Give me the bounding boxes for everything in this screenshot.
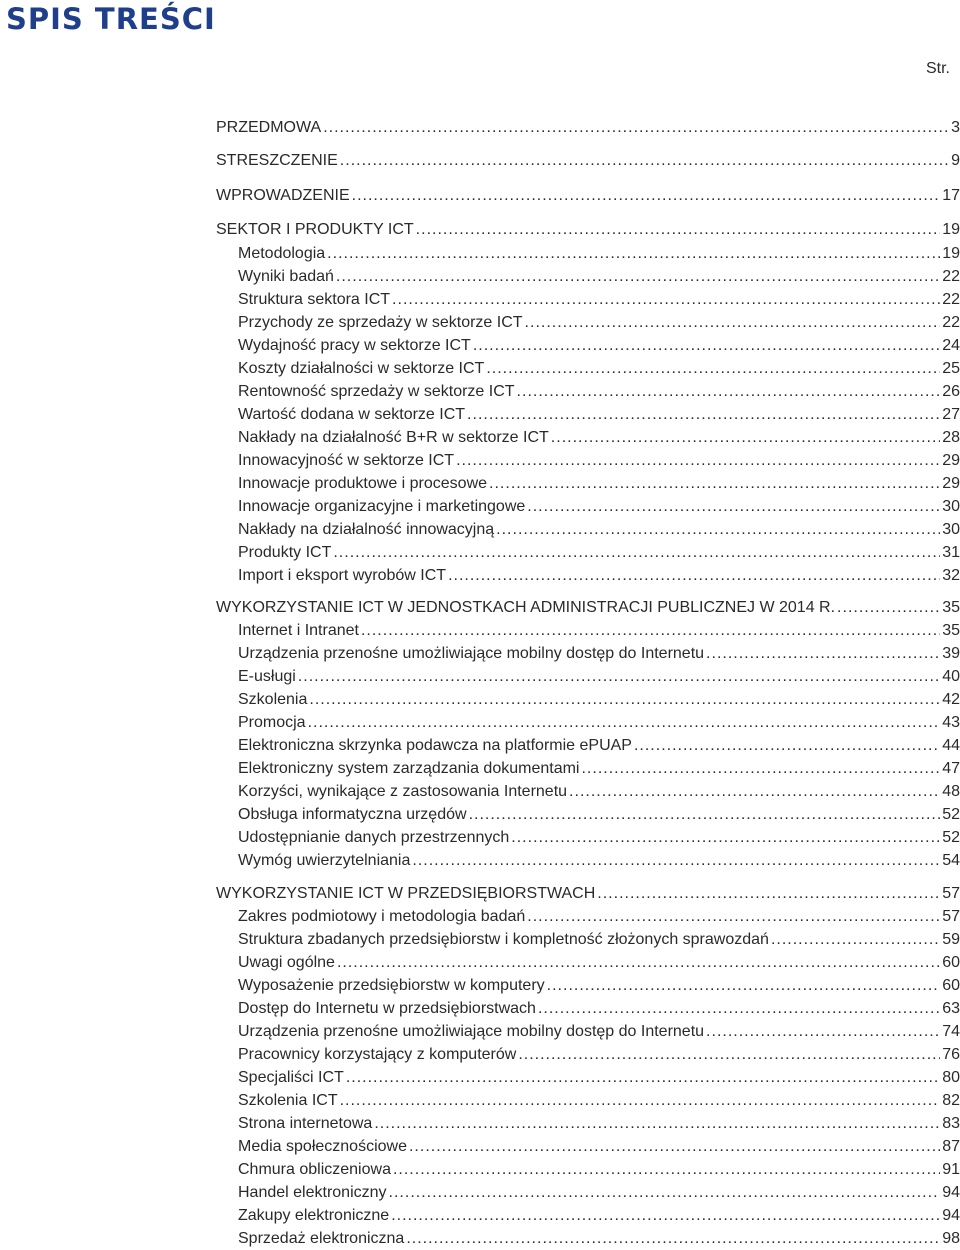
toc-entry-label: Dostęp do Internetu w przedsiębiorstwach: [238, 1000, 536, 1017]
toc-page-number: 48: [942, 783, 960, 800]
toc-dot-leader: [416, 219, 941, 241]
toc-page-number: 26: [942, 383, 960, 400]
toc-dot-leader: [527, 906, 940, 928]
toc-page-number: 98: [942, 1230, 960, 1247]
toc-entry-label: Produkty ICT: [238, 544, 332, 561]
toc-dot-leader: [634, 735, 940, 757]
toc-entry-label: Urządzenia przenośne umożliwiające mobilny dostęp do Internetu: [238, 1023, 705, 1040]
toc-page-number: 22: [942, 314, 960, 331]
toc-entry[interactable]: [216, 117, 960, 139]
toc-entry[interactable]: [216, 597, 960, 619]
toc-subentry[interactable]: [238, 643, 960, 665]
toc-page-number: 52: [942, 806, 960, 823]
toc-page-number: 40: [942, 668, 960, 685]
toc-page-number: 29: [942, 475, 960, 492]
toc-subentry[interactable]: [238, 735, 960, 757]
toc-entry-label: Zakres podmiotowy i metodologia badań: [238, 908, 526, 925]
toc-dot-leader: [340, 1090, 941, 1112]
toc-entry-label: Strona internetowa: [238, 1115, 373, 1132]
toc-subentry[interactable]: [238, 496, 960, 518]
toc-page-number: 30: [942, 498, 960, 515]
toc-dot-leader: [323, 117, 949, 139]
toc-subentry[interactable]: [238, 1113, 960, 1135]
toc-subentry[interactable]: [238, 758, 960, 780]
toc-page-number: 57: [942, 908, 960, 925]
toc-subentry[interactable]: [238, 975, 960, 997]
toc-page-number: 39: [942, 645, 960, 662]
toc-page-number: 35: [942, 622, 960, 639]
toc-subentry[interactable]: [238, 850, 960, 872]
toc-entry-label: Nakłady na działalność innowacyjną: [238, 521, 495, 538]
toc-dot-leader: [361, 620, 940, 642]
toc-subentry[interactable]: [238, 998, 960, 1020]
toc-page-number: 54: [942, 852, 960, 869]
toc-entry-label: Wydajność pracy w sektorze ICT: [238, 337, 471, 354]
toc-dot-leader: [393, 1159, 940, 1181]
toc-entry-label: Wyposażenie przedsiębiorstw w komputery: [238, 977, 545, 994]
toc-subentry[interactable]: [238, 1067, 960, 1089]
toc-entry-label: Import i eksport wyrobów ICT: [238, 567, 447, 584]
toc-dot-leader: [298, 666, 940, 688]
toc-dot-leader: [309, 689, 940, 711]
toc-subentry[interactable]: [238, 427, 960, 449]
toc-dot-leader: [517, 381, 941, 403]
toc-subentry[interactable]: [238, 620, 960, 642]
toc-subentry[interactable]: [238, 827, 960, 849]
toc-entry-label: Wymóg uwierzytelniania: [238, 852, 411, 869]
toc-entry-label: Urządzenia przenośne umożliwiające mobilny dostęp do Internetu: [238, 645, 705, 662]
toc-subentry[interactable]: [238, 666, 960, 688]
toc-page-number: 19: [942, 221, 960, 238]
toc-page-number: 22: [942, 268, 960, 285]
toc-entry-label: Struktura sektora ICT: [238, 291, 391, 308]
toc-dot-leader: [486, 358, 940, 380]
toc-subentry[interactable]: [238, 519, 960, 541]
toc-entry-label: Internet i Intranet: [238, 622, 359, 639]
toc-dot-leader: [337, 952, 940, 974]
toc-entry-label: Rentowność sprzedaży w sektorze ICT: [238, 383, 515, 400]
toc-page-number: 94: [942, 1184, 960, 1201]
toc-page-number: 60: [942, 954, 960, 971]
toc-dot-leader: [489, 473, 940, 495]
toc-subentry[interactable]: [238, 804, 960, 826]
page-column-label: Str.: [925, 60, 950, 77]
toc-entry-label: Innowacje organizacyjne i marketingowe: [238, 498, 526, 515]
toc-entry-label: Wyniki badań: [238, 268, 334, 285]
page-title: SPIS TREŚCI: [6, 2, 216, 36]
toc-page-number: 57: [942, 885, 960, 902]
toc-subentry[interactable]: [238, 712, 960, 734]
toc-entry-label: Promocja: [238, 714, 306, 731]
toc-dot-leader: [333, 542, 940, 564]
toc-entry[interactable]: [216, 219, 960, 241]
toc-entry-label: Uwagi ogólne: [238, 954, 335, 971]
toc-dot-leader: [412, 850, 940, 872]
toc-dot-leader: [469, 804, 941, 826]
toc-entry-label: Wartość dodana w sektorze ICT: [238, 406, 466, 423]
toc-page-number: 87: [942, 1138, 960, 1155]
toc-entry-label: Struktura zbadanych przedsiębiorstw i kompletność złożonych sprawozdań: [238, 931, 769, 948]
toc-subentry[interactable]: [238, 358, 960, 380]
toc-page-number: 22: [942, 291, 960, 308]
toc-page-number: 80: [942, 1069, 960, 1086]
toc-subentry[interactable]: [238, 450, 960, 472]
toc-subentry[interactable]: [238, 289, 960, 311]
toc-page-number: 43: [942, 714, 960, 731]
toc-page-number: 19: [942, 245, 960, 262]
toc-dot-leader: [340, 150, 949, 172]
toc-entry-label: STRESZCZENIE: [216, 152, 338, 169]
toc-entry-label: Koszty działalności w sektorze ICT: [238, 360, 485, 377]
toc-page-number: 74: [942, 1023, 960, 1040]
toc-subentry[interactable]: [238, 1159, 960, 1181]
toc-dot-leader: [456, 450, 940, 472]
toc-subentry[interactable]: [238, 565, 960, 587]
toc-entry-label: Udostępnianie danych przestrzennych: [238, 829, 510, 846]
toc-subentry[interactable]: [238, 906, 960, 928]
toc-entry-label: Innowacje produktowe i procesowe: [238, 475, 488, 492]
toc-page-number: 9: [951, 152, 960, 169]
toc-dot-leader: [527, 496, 940, 518]
toc-entry[interactable]: [216, 883, 960, 905]
toc-subentry[interactable]: [238, 312, 960, 334]
toc-dot-leader: [581, 758, 940, 780]
toc-page-number: 42: [942, 691, 960, 708]
toc-dot-leader: [448, 565, 940, 587]
toc-dot-leader: [467, 404, 940, 426]
toc-page-number: 17: [942, 187, 960, 204]
toc-subentry[interactable]: [238, 243, 960, 265]
toc-page-number: 25: [942, 360, 960, 377]
toc-dot-leader: [336, 266, 940, 288]
toc-page-number: 35: [942, 599, 960, 616]
toc-subentry[interactable]: [238, 381, 960, 403]
toc-entry-label: E-usługi: [238, 668, 296, 685]
toc-dot-leader: [597, 883, 940, 905]
toc-entry-label: Specjaliści ICT: [238, 1069, 344, 1086]
toc-page-number: 83: [942, 1115, 960, 1132]
toc-entry-label: Pracownicy korzystający z komputerów: [238, 1046, 517, 1063]
toc-entry-label: Zakupy elektroniczne: [238, 1207, 390, 1224]
toc-page-number: 30: [942, 521, 960, 538]
toc-page-number: 29: [942, 452, 960, 469]
toc-page-number: 32: [942, 567, 960, 584]
toc-subentry[interactable]: [238, 952, 960, 974]
toc-entry-label: Chmura obliczeniowa: [238, 1161, 391, 1178]
toc-subentry[interactable]: [238, 542, 960, 564]
toc-entry-label: Metodologia: [238, 245, 326, 262]
toc-entry-label: WYKORZYSTANIE ICT W PRZEDSIĘBIORSTWACH: [216, 885, 596, 902]
toc-page-number: 91: [942, 1161, 960, 1178]
toc-entry-label: Handel elektroniczny: [238, 1184, 387, 1201]
toc-subentry[interactable]: [238, 1182, 960, 1204]
toc-dot-leader: [346, 1067, 940, 1089]
toc-entry-label: WYKORZYSTANIE ICT W JEDNOSTKACH ADMINISTRACJI PUBLICZNEJ W 2014 R.: [216, 599, 836, 616]
toc-dot-leader: [391, 1205, 940, 1227]
toc-page-number: 24: [942, 337, 960, 354]
toc-page-number: 52: [942, 829, 960, 846]
toc-dot-leader: [706, 1021, 940, 1043]
toc-dot-leader: [525, 312, 941, 334]
toc-dot-leader: [837, 597, 940, 619]
toc-entry-label: Innowacyjność w sektorze ICT: [238, 452, 455, 469]
toc-entry-label: Obsługa informatyczna urzędów: [238, 806, 467, 823]
toc-subentry[interactable]: [238, 781, 960, 803]
toc-entry-label: Sprzedaż elektroniczna: [238, 1230, 405, 1247]
toc-page-number: 94: [942, 1207, 960, 1224]
toc-entry-label: PRZEDMOWA: [216, 119, 322, 136]
toc-page-number: 44: [942, 737, 960, 754]
toc-entry[interactable]: [216, 185, 960, 207]
toc-entry-label: Elektroniczny system zarządzania dokumentami: [238, 760, 580, 777]
toc-dot-leader: [327, 243, 940, 265]
toc-entry-label: Elektroniczna skrzynka podawcza na platformie ePUAP: [238, 737, 632, 754]
toc-subentry[interactable]: [238, 929, 960, 951]
toc-dot-leader: [706, 643, 940, 665]
toc-dot-leader: [374, 1113, 940, 1135]
toc-dot-leader: [392, 289, 940, 311]
toc-page-number: 82: [942, 1092, 960, 1109]
toc-subentry[interactable]: [238, 1044, 960, 1066]
toc-dot-leader: [518, 1044, 940, 1066]
toc-subentry[interactable]: [238, 1228, 960, 1250]
toc-subentry[interactable]: [238, 266, 960, 288]
toc-entry-label: Przychody ze sprzedaży w sektorze ICT: [238, 314, 523, 331]
toc-dot-leader: [496, 519, 940, 541]
toc-subentry[interactable]: [238, 1021, 960, 1043]
toc-page-number: 28: [942, 429, 960, 446]
toc-subentry[interactable]: [238, 473, 960, 495]
toc-dot-leader: [547, 975, 941, 997]
toc-subentry[interactable]: [238, 1136, 960, 1158]
toc-page-number: 47: [942, 760, 960, 777]
toc-subentry[interactable]: [238, 1090, 960, 1112]
toc-dot-leader: [551, 427, 940, 449]
toc-entry[interactable]: [216, 150, 960, 172]
toc-entry-label: Korzyści, wynikające z zastosowania Internetu: [238, 783, 568, 800]
toc-dot-leader: [389, 1182, 941, 1204]
toc-entry-label: SEKTOR I PRODUKTY ICT: [216, 221, 414, 238]
toc-dot-leader: [473, 335, 940, 357]
toc-page-number: 63: [942, 1000, 960, 1017]
toc-page-number: 60: [942, 977, 960, 994]
toc-subentry[interactable]: [238, 689, 960, 711]
toc-dot-leader: [538, 998, 940, 1020]
toc-dot-leader: [409, 1136, 940, 1158]
toc-page-number: 3: [951, 119, 960, 136]
toc-subentry[interactable]: [238, 1205, 960, 1227]
toc-dot-leader: [569, 781, 940, 803]
toc-dot-leader: [308, 712, 941, 734]
toc-subentry[interactable]: [238, 335, 960, 357]
toc-entry-label: Nakłady na działalność B+R w sektorze ICT: [238, 429, 549, 446]
toc-entry-label: Szkolenia: [238, 691, 308, 708]
toc-entry-label: Media społecznościowe: [238, 1138, 407, 1155]
toc-entry-label: WPROWADZENIE: [216, 187, 350, 204]
toc-page-number: 76: [942, 1046, 960, 1063]
toc-page-number: 31: [942, 544, 960, 561]
toc-page-number: 59: [942, 931, 960, 948]
toc-dot-leader: [406, 1228, 940, 1250]
toc-entry-label: Szkolenia ICT: [238, 1092, 338, 1109]
toc-dot-leader: [511, 827, 940, 849]
toc-subentry[interactable]: [238, 404, 960, 426]
toc-dot-leader: [771, 929, 940, 951]
toc-page-number: 27: [942, 406, 960, 423]
toc-dot-leader: [352, 185, 941, 207]
